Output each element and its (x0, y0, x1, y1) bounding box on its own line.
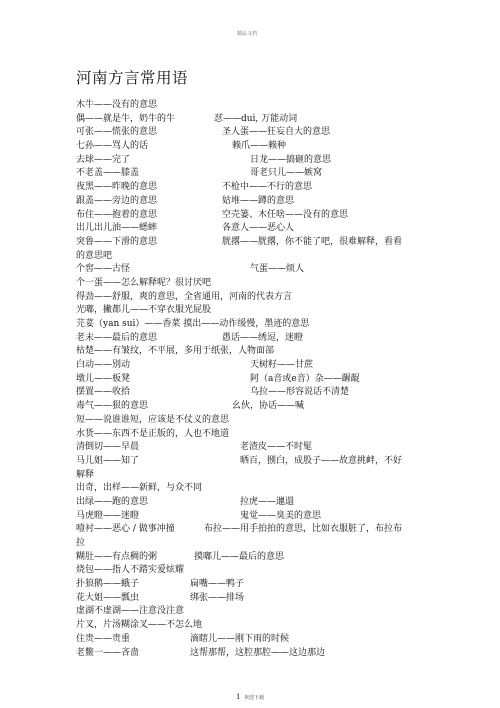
entry-row (76, 441, 426, 455)
page-footer (0, 693, 500, 701)
entry-row (76, 345, 426, 359)
entry-row (76, 564, 426, 578)
entry-left: 木牛——没有的意思 (76, 100, 158, 110)
entry-right: 鬼觉——臭美的意思 (240, 510, 322, 521)
footer-text: 欢迎下载 (244, 695, 265, 701)
entry-right: 胱撂——胱撂，你不能了吧，很难解释，看看 (222, 236, 403, 247)
entry-right: 布拉——用手拍拍的意思，比如衣服脏了，布拉布 (204, 524, 403, 535)
entry-right: 绑张——排场 (190, 592, 245, 603)
entry-row (76, 400, 426, 414)
entry-left: 布住——抱着的意思 (76, 209, 158, 220)
entry-left: 光嘟，撇都儿——不穿衣服光屁股 (76, 305, 212, 316)
entry-left: 个一蛋——怎么解释呢？很讨厌吧 (76, 277, 212, 288)
entry-left: 糊肚——有点稠的粥 (76, 551, 158, 562)
entry-left: 突鲁——下滑的意思 (76, 236, 158, 247)
entry-right: 不枪中——不行的意思 (222, 182, 313, 193)
entry-right: 空壳篓、木任啥——没有的意思 (222, 209, 349, 220)
entry-row (76, 332, 426, 346)
entry-row (76, 647, 426, 661)
entry-right: 姑堆——蹲的意思 (222, 195, 295, 206)
entry-left: 片叉，片汤糊涂叉——不怎么地 (76, 620, 203, 631)
entry-right: 阿（a音或e音）杂——龌龊 (250, 373, 360, 384)
entry-row (76, 428, 426, 442)
entry-left: 拉 (76, 538, 86, 548)
entry-row (76, 236, 426, 250)
entry-right: 气蛋——烦人 (250, 264, 305, 275)
page-title: 河南方言常用语 (76, 69, 189, 87)
entry-row (76, 113, 426, 127)
entry-row (76, 304, 426, 318)
entry-right: 圣人蛋——狂妄自大的意思 (222, 127, 331, 138)
entry-right: 日龙——搞砸的意思 (250, 154, 332, 165)
entry-left: 枯楚——有皱纹，不平展，多用于纸张，人物面部 (76, 346, 275, 357)
entry-row (76, 619, 426, 633)
entry-left: 虚湖不虚湖——注意没注意 (76, 606, 185, 617)
entry-left: 摆置——收拾 (76, 387, 131, 398)
entry-left: 偶——就是牛，奶牛的牛 (76, 113, 176, 124)
entry-right: 怼——dui, 万能动词 (214, 113, 298, 124)
entry-left: 噎衬——恶心 / 做事冲撞 (76, 524, 175, 535)
entry-left: 老鳖一——吝啬 (76, 647, 140, 658)
entry-left: 出儿出儿油——蟋蟀 (76, 223, 158, 234)
entry-left: 夜黑——昨晚的意思 (76, 182, 158, 193)
entry-left: 住贵——贵重 (76, 633, 131, 644)
entry-right: 拉虎——邋遢 (240, 496, 295, 507)
entry-left: 老末——最后的意思 (76, 332, 158, 343)
entry-left: 解释 (76, 469, 95, 480)
entry-right: 赖爪——赖种 (232, 141, 287, 152)
entry-left: 清倒切——早晨 (76, 442, 140, 453)
entry-row (76, 482, 426, 496)
entry-row (76, 222, 426, 236)
entry-right: 乌拉——形容说话不清楚 (250, 387, 350, 398)
entry-row (76, 578, 426, 592)
entry-right: 老渣皮——不时髦 (240, 442, 313, 453)
entry-row (76, 140, 426, 154)
entry-left: 水货——东西不是正版的，人也不地道 (76, 428, 230, 439)
entry-right: 晒百，捌白，成股子——故意挑衅，不好 (240, 455, 403, 466)
entry-left: 芫荽（yan sui）——香菜 摸出——动作缓慢，墨迹的意思 (76, 319, 310, 329)
entry-left: 白动——别动 (76, 360, 131, 371)
entry-row (76, 386, 426, 400)
entry-row (76, 414, 426, 428)
entry-left: 墩儿——板凳 (76, 373, 131, 384)
entry-left: 短——说谁谁短，应该是不仗义的意思 (76, 414, 230, 425)
entry-right: 扁嘴——鸭子 (190, 579, 245, 590)
entry-row (76, 263, 426, 277)
entry-left: 烧包——指人不踏实爱炫耀 (76, 565, 185, 576)
entry-row (76, 373, 426, 387)
entry-right: 各意人——恶心人 (222, 223, 295, 234)
entry-left: 个窖——古怪 (76, 264, 131, 275)
entry-left: 马儿姐——知了 (76, 455, 140, 466)
entry-row (76, 181, 426, 195)
entry-left: 出绿——跑的意思 (76, 496, 149, 507)
entry-left: 扑狼鹅——蛾子 (76, 579, 140, 590)
entry-row (76, 605, 426, 619)
entry-row (76, 537, 426, 551)
entry-right: 哥老只儿——嫉窝 (250, 168, 323, 179)
entry-right: 天树籽——甘蔗 (250, 360, 314, 371)
entry-right: 滴瞎儿——刚下雨的时候 (190, 633, 290, 644)
entry-left: 得劲——舒服，爽的意思，全省通用，河南的代表方言 (76, 291, 293, 302)
entry-row (76, 633, 426, 647)
entry-left: 毒气——狠的意思 (76, 401, 149, 412)
entry-right: 幺伙，协话——喊 (232, 401, 305, 412)
entry-left: 马虎瞪——迷瞪 (76, 510, 140, 521)
entry-row (76, 359, 426, 373)
entry-left: 去球——完了 (76, 154, 131, 165)
entry-row (76, 154, 426, 168)
entry-row (76, 126, 426, 140)
entry-row (76, 318, 426, 332)
entry-left: 不老盖——膝盖 (76, 168, 140, 179)
entry-right: 愚话——绣逗，迷瞪 (222, 332, 304, 343)
entry-right: 这帮那帮，这腔那腔——这边那边 (190, 647, 326, 658)
entry-list (76, 99, 426, 660)
header-mark: 精品文档 (236, 31, 257, 37)
entry-left: 的意思吧 (76, 250, 113, 261)
entry-left: 七孙——骂人的话 (76, 141, 149, 152)
entry-left: 花大姐——瓢虫 (76, 592, 140, 603)
page-number: 1 (235, 693, 241, 701)
entry-right: 摸嘟儿——最后的意思 (194, 551, 285, 562)
entry-left: 可张——慌张的意思 (76, 127, 158, 138)
entry-row (76, 496, 426, 510)
entry-row (76, 195, 426, 209)
entry-row (76, 592, 426, 606)
entry-row (76, 523, 426, 537)
entry-left: 出奇，出样——新鲜，与众不同 (76, 483, 203, 494)
entry-row (76, 99, 426, 113)
entry-row (76, 455, 426, 469)
entry-row (76, 469, 426, 483)
entry-row (76, 209, 426, 223)
entry-row (76, 551, 426, 565)
entry-row (76, 277, 426, 291)
entry-row (76, 291, 426, 305)
entry-row (76, 510, 426, 524)
entry-row (76, 167, 426, 181)
entry-left: 跟盖——旁边的意思 (76, 195, 158, 206)
entry-row (76, 250, 426, 264)
